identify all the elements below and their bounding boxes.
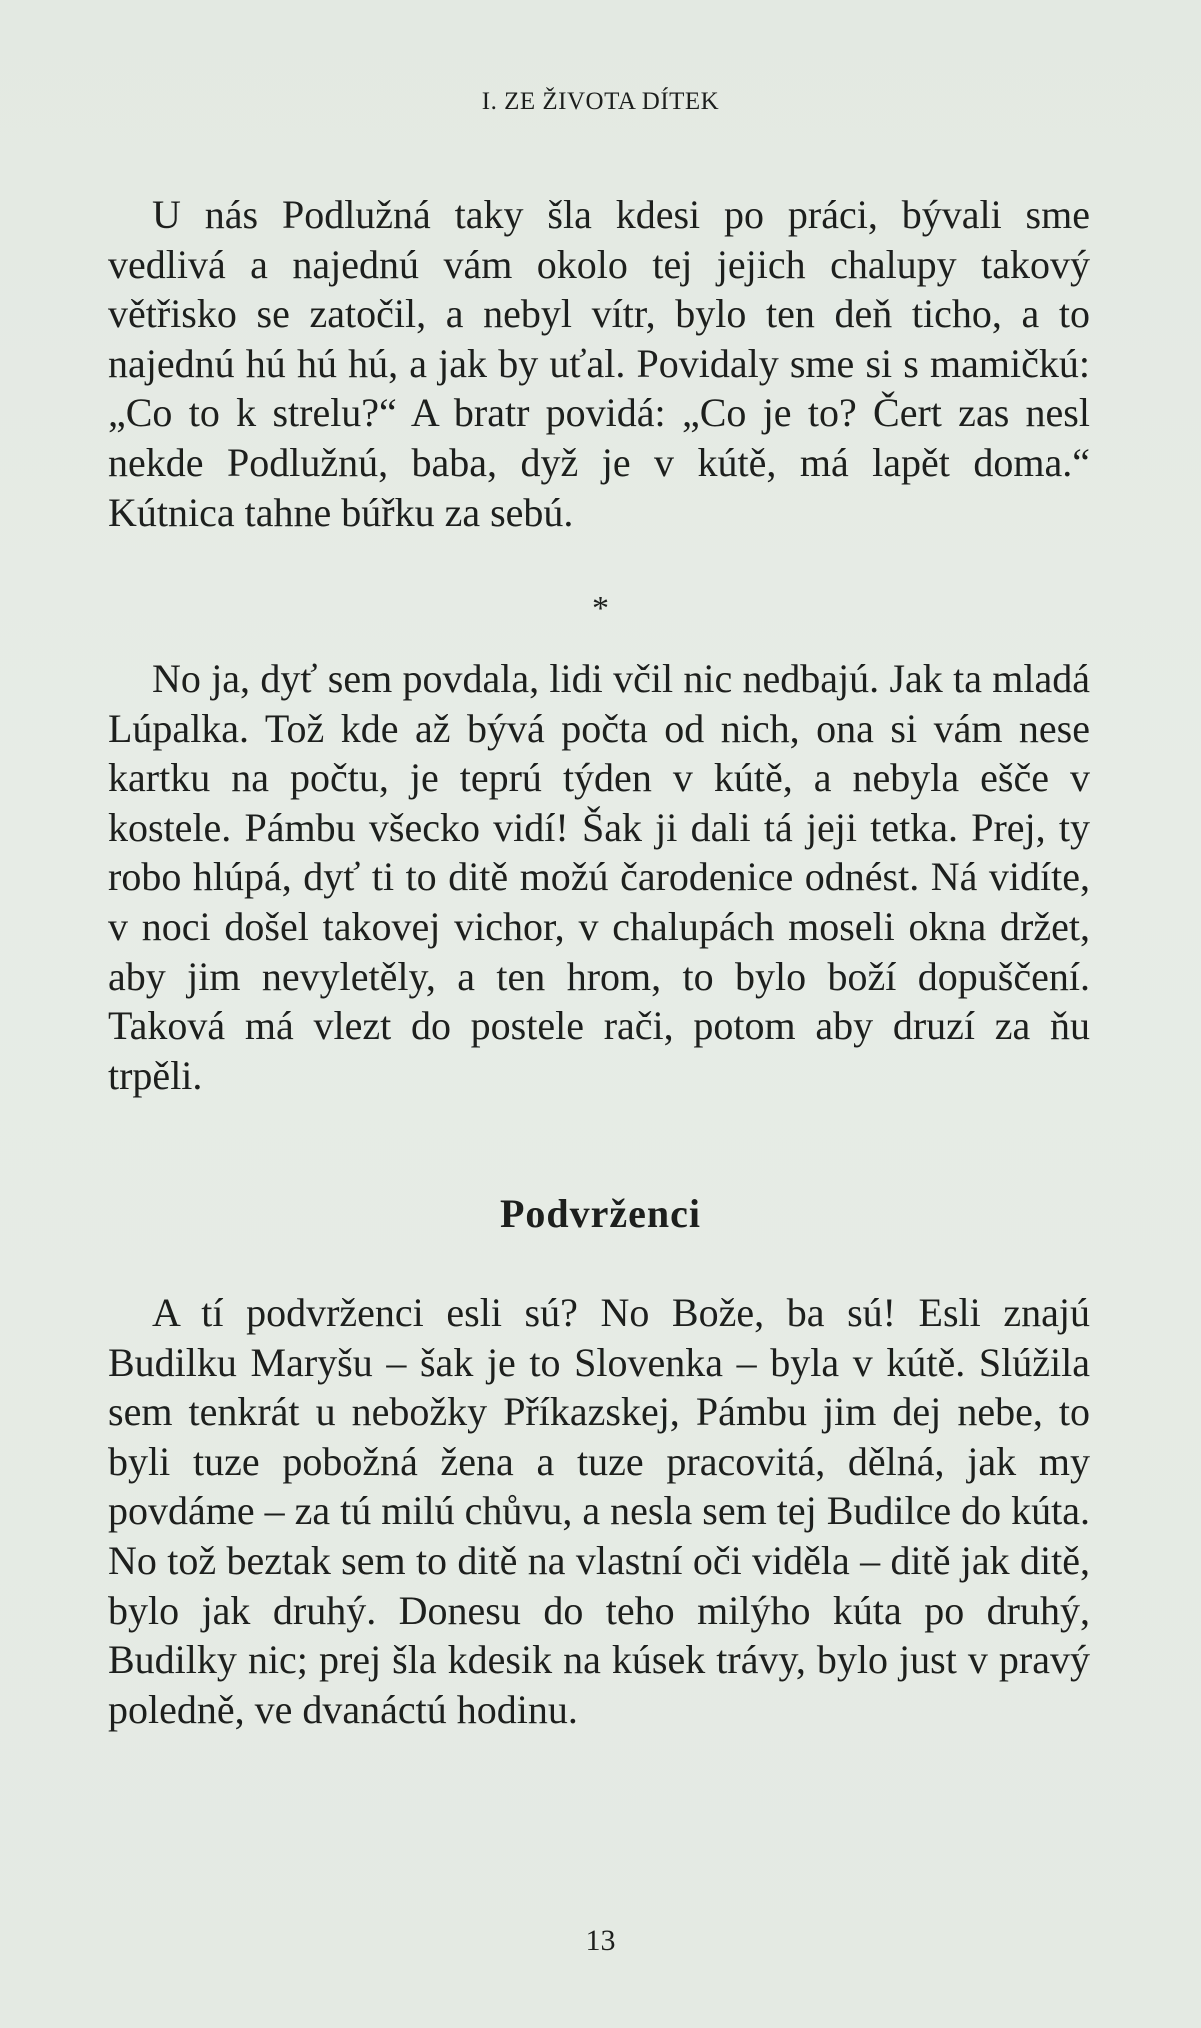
paragraph-1: U nás Podlužná taky šla kdesi po práci, bývali sme vedlivá a najednú vám okolo tej jejich chalupy takový větřisko se zatočil, a nebyl vítr, bylo ten deň ticho, a to najednú hú hú hú, a jak by uťal. Povidaly sme si s mamičkú: „Co to k strelu?“ A bratr povidá: „Co je to? Čert zas nesl nekde Podlužnú, baba, dyž je v kútě, má lapět doma.“ Kútnica tahne búřku za sebú. (108, 192, 1090, 535)
page-number: 13 (585, 1924, 616, 1957)
asterisk-separator: * (592, 590, 609, 627)
text-section-1 (108, 190, 1090, 537)
paragraph-2: No ja, dyť sem povdala, lidi včil nic nedbajú. Jak ta mladá Lúpalka. Tož kde až bývá počta od nich, ona si vám nese kartku na počtu, je teprú týden v kútě, a nebyla ešče v kostele. Pámbu všecko vidí! Šak ji dali tá jeji tetka. Prej, ty robo hlúpá, dyť ti to ditě možú čarodenice odnést. Ná vidíte, v noci došel takovej vichor, v chalupách moseli okna držet, aby jim nevyletěly, a ten hrom, to bylo boží dopuščení. Taková má vlezt do postele rači, potom aby druzí za ňu trpěli. (108, 656, 1090, 1098)
running-header: I. ZE ŽIVOTA DÍTEK (481, 88, 720, 115)
text-section-3 (108, 1288, 1090, 1734)
section-heading: Podvrženci (499, 1191, 702, 1236)
text-section-2 (108, 654, 1090, 1100)
paragraph-3: A tí podvrženci esli sú? No Bože, ba sú! Esli znajú Budilku Maryšu – šak je to Slovenka – byla v kútě. Slúžila sem tenkrát u nebožky Příkazskej, Pámbu jim dej nebe, to byli tuze pobožná žena a tuze pracovitá, dělná, jak my povdáme – za tú milú chůvu, a nesla sem tej Budilce do kúta. No tož beztak sem to ditě na vlastní oči viděla – ditě jak ditě, bylo jak druhý. Donesu do teho milýho kúta po druhý, Budilky nic; prej šla kdesik na kúsek trávy, bylo just v pravý poledně, ve dvanáctú hodinu. (108, 1290, 1090, 1732)
